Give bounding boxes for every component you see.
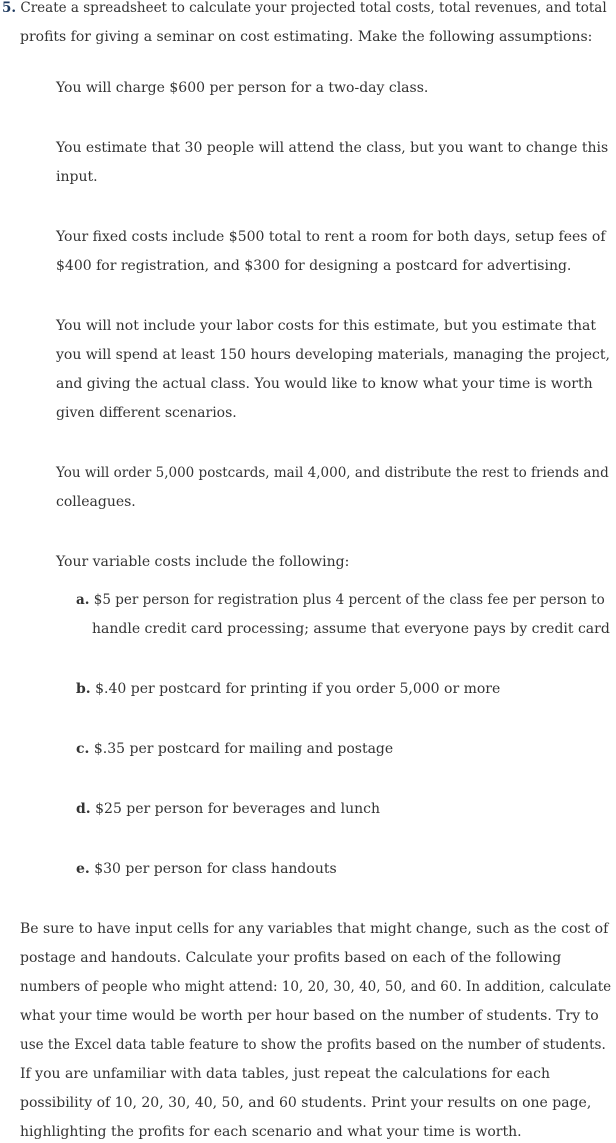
variable-cost-e-text: $30 per person for class handouts [94, 861, 337, 877]
variable-cost-a-text-1: $5 per person for registration plus 4 percent of the class fee per person to [93, 592, 605, 608]
variable-cost-a-line-2: handle credit card processing; assume that everyone pays by credit card [92, 621, 610, 637]
assumption-postcards-line-1: You will order 5,000 postcards, mail 4,000, and distribute the rest to friends and [56, 465, 609, 481]
assumption-attendance-line-2: input. [56, 169, 98, 185]
variable-cost-d-text: $25 per person for beverages and lunch [95, 801, 380, 817]
assumption-labor-line-4: given different scenarios. [56, 405, 237, 421]
variable-cost-d-letter: d. [76, 801, 91, 817]
closing-line-6: If you are unfamiliar with data tables, just repeat the calculations for each [20, 1066, 550, 1082]
variable-cost-e-letter: e. [76, 861, 90, 877]
problem-intro-line-2: profits for giving a seminar on cost estimating. Make the following assumptions: [20, 29, 593, 45]
closing-line-3: numbers of people who might attend: 10, 20, 30, 40, 50, and 60. In addition, calculate [20, 979, 612, 995]
variable-cost-b-text: $.40 per postcard for printing if you order 5,000 or more [95, 681, 501, 697]
assumption-attendance-line-1: You estimate that 30 people will attend the class, but you want to change this [56, 140, 609, 156]
variable-cost-a-line-1 [76, 590, 605, 610]
closing-line-5: use the Excel data table feature to show the profits based on the number of students. [20, 1037, 606, 1053]
variable-cost-c-text: $.35 per postcard for mailing and postage [93, 741, 394, 757]
assumption-labor-line-1: You will not include your labor costs for this estimate, but you estimate that [56, 318, 596, 334]
problem-intro-line-1 [2, 0, 607, 18]
variable-cost-d [76, 799, 380, 819]
variable-cost-c-letter: c. [76, 741, 90, 757]
assumption-labor-line-3: and giving the actual class. You would like to know what your time is worth [56, 376, 593, 392]
variable-cost-a-letter: a. [76, 592, 90, 608]
assumption-fixed-costs-line-1: Your fixed costs include $500 total to rent a room for both days, setup fees of [56, 229, 606, 245]
problem-intro-text-1: Create a spreadsheet to calculate your projected total costs, total revenues, and total [20, 0, 607, 16]
assumption-fee: You will charge $600 per person for a two-day class. [56, 80, 429, 96]
closing-line-8: highlighting the profits for each scenario and what your time is worth. [20, 1124, 522, 1140]
assumption-labor-line-2: you will spend at least 150 hours developing materials, managing the project, [56, 347, 610, 363]
problem-number: 5. [2, 0, 17, 16]
closing-line-7: possibility of 10, 20, 30, 40, 50, and 60 students. Print your results on one page, [20, 1095, 592, 1111]
assumption-postcards-line-2: colleagues. [56, 494, 136, 510]
assumption-variable-costs-heading: Your variable costs include the following: [56, 554, 350, 570]
variable-cost-b-letter: b. [76, 681, 91, 697]
assumption-fixed-costs-line-2: $400 for registration, and $300 for designing a postcard for advertising. [56, 258, 572, 274]
variable-cost-e [76, 859, 337, 879]
variable-cost-c [76, 739, 393, 759]
variable-cost-b [76, 679, 500, 699]
closing-line-2: postage and handouts. Calculate your profits based on each of the following [20, 950, 562, 966]
closing-line-4: what your time would be worth per hour based on the number of students. Try to [20, 1008, 599, 1024]
closing-line-1: Be sure to have input cells for any variables that might change, such as the cost of [20, 921, 609, 937]
